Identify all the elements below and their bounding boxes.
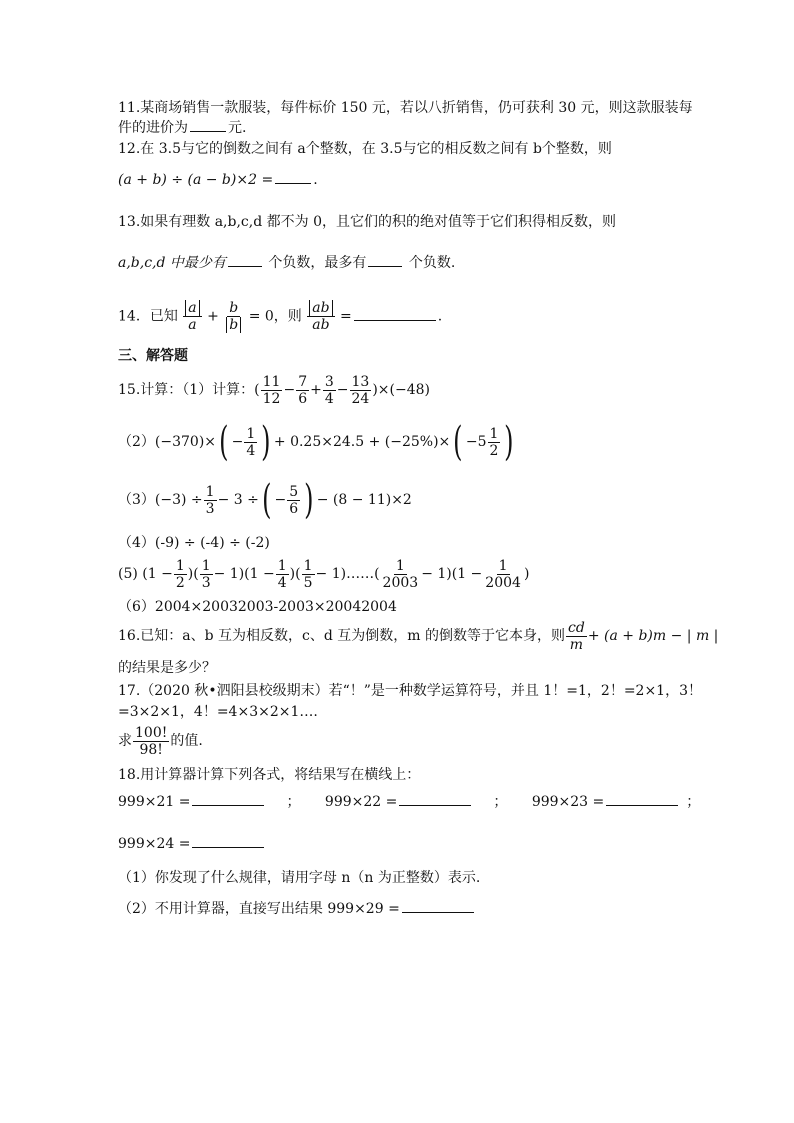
q14-answer-blank[interactable] xyxy=(354,319,436,321)
q14-then: ，则 xyxy=(273,308,302,325)
q18-sep2: ； xyxy=(493,794,508,810)
q18-e4: 999×24 = xyxy=(118,836,191,852)
q17-qiu: 求 xyxy=(118,733,132,749)
q18-e2-blank[interactable] xyxy=(399,804,471,806)
q18-sep3: ； xyxy=(686,794,701,810)
q15-3-frac2 xyxy=(287,484,300,517)
q15-5-prefix: (5) (1 − xyxy=(118,566,173,582)
q14-abs-ab: ab xyxy=(309,300,332,316)
q15-1-d1: 12 xyxy=(262,390,281,407)
q14-den-a: a xyxy=(188,317,197,333)
q15-2-lparen1: ( xyxy=(219,419,229,465)
q18-row1 xyxy=(118,792,700,812)
q17-line2: =3×2×1，4！=4×3×2×1…. xyxy=(118,704,318,720)
q15-5-ellipsis: …… xyxy=(346,566,375,582)
q15-1-tail: )×(−48) xyxy=(372,382,431,398)
q13-text-c: 个负数. xyxy=(408,255,456,271)
q13-text-a: a,b,c,d 中最少有 xyxy=(118,255,226,271)
q13-line2 xyxy=(118,253,455,273)
q15-5-n4: 1 xyxy=(303,557,313,574)
q15-1-frac2 xyxy=(296,374,309,407)
q15-1-d3: 4 xyxy=(324,390,334,407)
q15-part3: （3）(−3) ÷ $\frac{1}{3}$ − 3 ÷( − $\frac{5}{6}$ ) − (8 − 11)×2 xyxy=(118,477,412,523)
q15-5-frac3 xyxy=(276,558,289,591)
q15-part1: 15.计算：（1）计算：( $\frac{11}{12}$ − $\frac{7}{6}$ + $\frac{3}{4}$ − $\frac{13}{24}$ )×(−48) xyxy=(118,373,431,407)
q15-5-d2: 3 xyxy=(201,574,211,591)
q18-e2: 999×22 = xyxy=(324,794,398,810)
q15-2-frac2 xyxy=(488,426,501,459)
q18-sub2 xyxy=(118,899,476,919)
q14-frac2 xyxy=(224,300,243,333)
q16-den: m xyxy=(569,636,584,653)
q17-frac xyxy=(133,725,169,758)
q12-line2 xyxy=(118,170,318,190)
q17-line3 xyxy=(118,723,203,759)
q14-period: . xyxy=(437,308,443,325)
q16-line2: 的结果是多少？ xyxy=(118,660,216,676)
q16-line1 xyxy=(118,618,718,654)
q15-5-d3: 4 xyxy=(277,574,287,591)
q15-3-lparen: ( xyxy=(261,477,272,523)
q18-sub2-blank[interactable] xyxy=(402,911,474,913)
q11-line1: 11.某商场销售一款服装，每件标价 150 元，若以八折销售，仍可获利 30 元，则这款服装每 xyxy=(118,100,693,116)
q13-line1: 13.如果有理数 a,b,c,d 都不为 0，且它们的积的绝对值等于它们积得相反数，则 xyxy=(118,214,616,230)
q15-1-n1: 11 xyxy=(262,373,281,390)
q13-max-blank[interactable] xyxy=(368,265,402,267)
q18-sep1: ； xyxy=(286,794,301,810)
q15-1-d4: 24 xyxy=(351,390,370,407)
q18-e4-blank[interactable] xyxy=(192,846,264,848)
q15-1-n2: 7 xyxy=(298,373,308,390)
q18-e3-blank[interactable] xyxy=(606,804,678,806)
q15-3-frac1 xyxy=(204,484,217,517)
q14-frac3 xyxy=(307,300,334,333)
q17-line1: 17.（2020 秋•泗阳县校级期末）若“！”是一种数学运算符号，并且 1！=1，2！=2×1，3！ xyxy=(118,683,702,699)
q15-3-rparen: ) xyxy=(304,477,314,523)
q14-frac1 xyxy=(183,300,201,333)
q15-5-frac4 xyxy=(302,558,315,591)
q15-1-frac1 xyxy=(261,374,283,407)
q14-den-ab: ab xyxy=(312,317,330,333)
q15-5-n1: 1 xyxy=(175,557,185,574)
q15-2-rparen2: ) xyxy=(504,419,514,465)
q15-2-mid: + 0.25×24.5 + (−25%)× xyxy=(273,434,451,450)
q16-frac xyxy=(566,620,587,653)
q18-sub1: （1）你发现了什么规律，请用字母 n（n 为正整数）表示. xyxy=(118,870,481,886)
q15-5-n2: 1 xyxy=(201,557,211,574)
q18-e1: 999×21 = xyxy=(118,794,191,810)
q15-5-frac1 xyxy=(174,558,187,591)
q18-row2 xyxy=(118,834,266,854)
q14-eq0: = 0 xyxy=(248,308,274,325)
q18-e1-blank[interactable] xyxy=(192,804,264,806)
q12-expression: (a + b) ÷ (a − b)×2 = xyxy=(118,172,274,188)
q11-text-a: 件的进价为 xyxy=(118,120,188,136)
q14-eq: = xyxy=(340,308,352,325)
q15-part4: （4）(-9) ÷ (-4) ÷ (-2) xyxy=(118,535,270,551)
q11-line2 xyxy=(118,118,246,138)
section-heading: 三、解答题 xyxy=(118,348,188,364)
q13-text-b: 个负数，最多有 xyxy=(268,255,367,271)
q11-text-b: 元. xyxy=(228,120,247,136)
q15-3-n1: 1 xyxy=(205,483,215,500)
q15-1-frac4 xyxy=(350,374,372,407)
q14-abs-b: b xyxy=(226,317,241,333)
q15-5-frac5 xyxy=(381,558,421,591)
q15-2-prefix: （2）(−370)× xyxy=(118,434,217,450)
q12-answer-blank[interactable] xyxy=(275,182,311,184)
q18-sub2-text: （2）不用计算器，直接写出结果 999×29 = xyxy=(118,901,400,917)
q15-5-frac6 xyxy=(483,558,523,591)
q17-tail: 的值. xyxy=(170,733,203,749)
q12-period: . xyxy=(313,172,318,188)
q15-part2: （2）(−370)×( − $\frac{1}{4}$ ) + 0.25×24.5 + (−25%)×( −5 $\frac{1}{2}$ ) xyxy=(118,419,514,465)
q14-num-b: b xyxy=(229,300,239,316)
q17-den: 98! xyxy=(139,741,163,758)
q15-2-frac1 xyxy=(244,426,257,459)
q15-5-n5: 1 xyxy=(395,557,405,574)
q15-part5: (5) (1 − $\frac{1}{2}$ )( $\frac{1}{3}$ − 1)(1 − $\frac{1}{4}$ )( $\frac{1}{5}$ − 1)……( $\frac{1}{2003}$ − 1)(1 − $\frac{1}{2004}$ ) xyxy=(118,557,530,591)
q15-prefix: 15.计算：（1）计算： xyxy=(118,382,255,398)
q15-1-n3: 3 xyxy=(324,373,334,390)
q15-3-prefix: （3）(−3) ÷ xyxy=(118,492,203,508)
q15-5-d1: 2 xyxy=(175,574,185,591)
q15-3-tail: − (8 − 11)×2 xyxy=(316,492,412,508)
q17-num: 100! xyxy=(135,724,168,741)
q14-abs-a: a xyxy=(185,300,199,316)
q15-2-d1: 4 xyxy=(246,442,256,459)
q14-prefix: 14．已知 xyxy=(118,308,178,325)
q15-3-mid: − 3 ÷ xyxy=(217,492,259,508)
q15-1-n4: 13 xyxy=(351,373,370,390)
q15-2-whole: −5 xyxy=(465,434,487,450)
q15-2-lparen2: ( xyxy=(453,419,463,465)
q18-line1: 18.用计算器计算下列各式，将结果写在横线上： xyxy=(118,767,421,783)
q15-3-d1: 3 xyxy=(205,500,215,517)
q15-1-frac3 xyxy=(323,374,336,407)
q12-line1: 12.在 3.5与它的倒数之间有 a个整数，在 3.5与它的相反数之间有 b个整数，则 xyxy=(118,141,612,157)
q18-e3: 999×23 = xyxy=(531,794,605,810)
q15-2-d2: 2 xyxy=(489,442,499,459)
q11-answer-blank[interactable] xyxy=(190,130,226,132)
q15-5-d6: 2004 xyxy=(485,574,521,591)
q15-1-d2: 6 xyxy=(298,390,308,407)
q13-min-blank[interactable] xyxy=(228,265,262,267)
q16-text: 16.已知：a、b 互为相反数，c、d 互为倒数，m 的倒数等于它本身，则 xyxy=(118,628,566,644)
q16-num: cd xyxy=(568,619,585,636)
q15-2-n2: 1 xyxy=(489,425,499,442)
q14-plus: + xyxy=(207,308,219,325)
q15-5-n3: 1 xyxy=(277,557,287,574)
q15-5-d5: 2003 xyxy=(382,574,419,591)
q15-2-rparen1: ) xyxy=(261,419,271,465)
q15-5-frac2 xyxy=(200,558,213,591)
q16-tail: + (a + b)m − | m | xyxy=(587,628,719,644)
q15-5-d4: 5 xyxy=(303,574,313,591)
q14-line xyxy=(118,300,442,333)
q15-part6: （6）2004×20032003-2003×20042004 xyxy=(118,599,397,615)
q15-2-n1: 1 xyxy=(246,425,256,442)
q15-3-d2: 6 xyxy=(289,500,299,517)
q15-5-n6: 1 xyxy=(498,557,508,574)
q15-3-n2: 5 xyxy=(289,483,299,500)
